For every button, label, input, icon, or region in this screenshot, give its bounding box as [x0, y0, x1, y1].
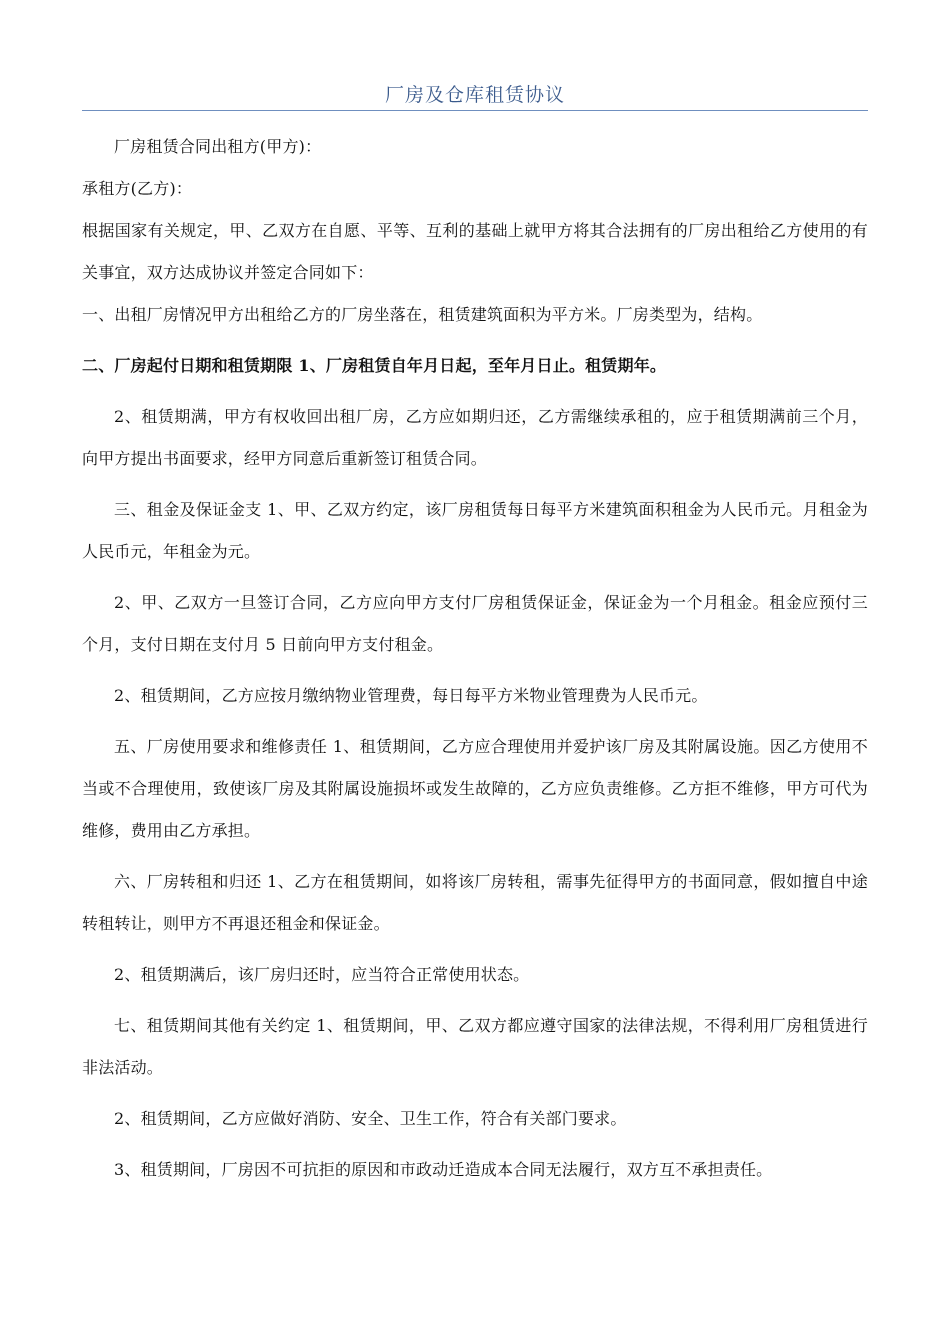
paragraph-section-1: 一、出租厂房情况甲方出租给乙方的厂房坐落在，租赁建筑面积为平方米。厂房类型为，结构。 [82, 305, 763, 324]
paragraph-section-2-item-2: 2、租赁期满，甲方有权收回出租厂房，乙方应如期归还，乙方需继续承租的，应于租赁期满前三个月，向甲方提出书面要求，经甲方同意后重新签订租赁合同。 [82, 407, 868, 468]
paragraph-lessee: 承租方(乙方)： [82, 179, 193, 198]
paragraph-section-7: 七、租赁期间其他有关约定 1、租赁期间，甲、乙双方都应遵守国家的法律法规，不得利用厂房租赁进行非法活动。 [82, 1016, 868, 1077]
paragraph-section-6-item-2: 2、租赁期满后，该厂房归还时，应当符合正常使用状态。 [114, 965, 530, 984]
title-underline [82, 110, 868, 111]
paragraph-section-5: 五、厂房使用要求和维修责任 1、租赁期间，乙方应合理使用并爱护该厂房及其附属设施。因乙方使用不当或不合理使用，致使该厂房及其附属设施损坏或发生故障的，乙方应负责维修。乙方拒不维修，甲方可代为维修，费用由乙方承担。 [82, 737, 868, 840]
paragraph-preamble: 根据国家有关规定，甲、乙双方在自愿、平等、互利的基础上就甲方将其合法拥有的厂房出租给乙方使用的有关事宜，双方达成协议并签定合同如下： [82, 221, 868, 282]
paragraph-section-7-item-3: 3、租赁期间，厂房因不可抗拒的原因和市政动迁造成本合同无法履行，双方互不承担责任。 [114, 1160, 773, 1179]
paragraph-section-6: 六、厂房转租和归还 1、乙方在租赁期间，如将该厂房转租，需事先征得甲方的书面同意，假如擅自中途转租转让，则甲方不再退还租金和保证金。 [82, 872, 868, 933]
paragraph-section-3-item-2: 2、甲、乙双方一旦签订合同，乙方应向甲方支付厂房租赁保证金，保证金为一个月租金。租金应预付三个月，支付日期在支付月 5 日前向甲方支付租金。 [82, 593, 868, 654]
paragraph-section-7-item-2: 2、租赁期间，乙方应做好消防、安全、卫生工作，符合有关部门要求。 [114, 1109, 627, 1128]
paragraph-section-3: 三、租金及保证金支 1、甲、乙双方约定，该厂房租赁每日每平方米建筑面积租金为人民币元。月租金为人民币元，年租金为元。 [82, 500, 868, 561]
paragraph-property-fee: 2、租赁期间，乙方应按月缴纳物业管理费，每日每平方米物业管理费为人民币元。 [114, 686, 708, 705]
paragraph-section-2: 二、厂房起付日期和租赁期限 1、厂房租赁自年月日起，至年月日止。租赁期年。 [82, 356, 667, 375]
document-body [82, 126, 868, 1191]
document-title: 厂房及仓库租赁协议 [384, 84, 565, 106]
paragraph-lessor: 厂房租赁合同出租方(甲方)： [114, 137, 322, 156]
